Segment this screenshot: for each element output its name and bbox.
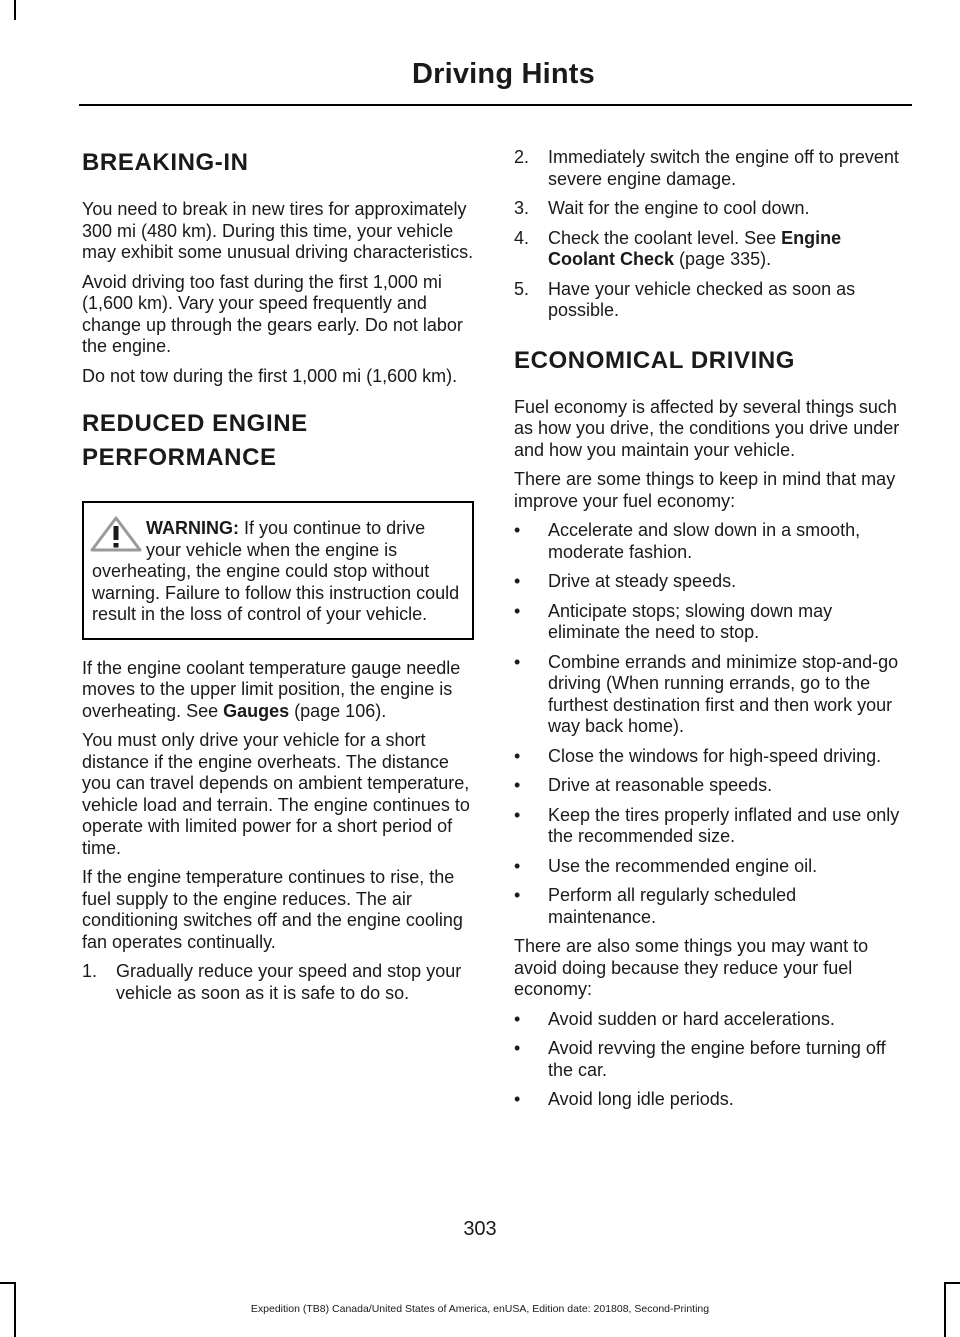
list-item bbox=[514, 1089, 909, 1111]
heading-line: REDUCED ENGINE bbox=[82, 410, 308, 437]
section-heading-economical-driving: ECONOMICAL DRIVING bbox=[514, 346, 796, 374]
list-item bbox=[514, 775, 909, 797]
tip-text: Use the recommended engine oil. bbox=[548, 855, 818, 876]
avoid-text: Avoid sudden or hard accelerations. bbox=[548, 1008, 835, 1029]
warning-box bbox=[82, 501, 474, 640]
list-item bbox=[514, 198, 909, 220]
list-item bbox=[514, 520, 909, 563]
bullet: • bbox=[514, 885, 521, 905]
step-text: Gradually reduce your speed and stop your vehicle as soon as it is safe to do so. bbox=[116, 961, 462, 1003]
list-item bbox=[82, 961, 474, 1004]
paragraph: There are also some things you may want to avoid doing because they reduce your fuel economy: bbox=[514, 936, 869, 999]
step-number: 5. bbox=[514, 278, 530, 299]
tip-text: Keep the tires properly inflated and use only the recommended size. bbox=[548, 804, 900, 846]
text: If the engine coolant temperature gauge needle moves to the upper limit position, the engine is overheating. See bbox=[82, 657, 461, 721]
bullet: • bbox=[514, 571, 521, 591]
crop-mark-bottom-left-h bbox=[0, 1282, 16, 1284]
bullet: • bbox=[514, 600, 521, 621]
tip-text: Close the windows for high-speed driving. bbox=[548, 745, 882, 766]
list-item bbox=[514, 746, 909, 768]
step-text: Immediately switch the engine off to prevent severe engine damage. bbox=[548, 147, 899, 189]
bullet: • bbox=[514, 775, 521, 795]
bullet: • bbox=[514, 745, 521, 766]
left-column bbox=[82, 128, 474, 1012]
gauges-link[interactable]: Gauges bbox=[223, 700, 290, 721]
step-number: 1. bbox=[82, 961, 98, 981]
list-item bbox=[514, 571, 909, 593]
section-heading-reduced-engine bbox=[82, 407, 474, 475]
list-item bbox=[514, 601, 909, 644]
steps-list bbox=[82, 961, 474, 1004]
step-number: 3. bbox=[514, 198, 530, 218]
crop-mark-top-left bbox=[14, 0, 16, 20]
warning-triangle-icon bbox=[90, 516, 142, 552]
paragraph: There are some things to keep in mind that may improve your fuel economy: bbox=[514, 469, 896, 511]
header-divider bbox=[79, 104, 912, 106]
step-text: Have your vehicle checked as soon as possible. bbox=[548, 278, 856, 320]
tip-text: Drive at reasonable speeds. bbox=[548, 775, 773, 795]
step-number: 4. bbox=[514, 227, 530, 248]
tip-text: Accelerate and slow down in a smooth, moderate fashion. bbox=[548, 520, 861, 562]
bullet: • bbox=[514, 1038, 521, 1058]
list-item bbox=[514, 228, 909, 271]
paragraph: Avoid driving too fast during the first 1,000 mi (1,600 km). Vary your speed frequently and change up through the gears early. Do not labor the engine. bbox=[82, 271, 463, 356]
section-heading-breaking-in: BREAKING-IN bbox=[82, 149, 249, 176]
tip-text: Perform all regularly scheduled maintenance. bbox=[548, 885, 797, 927]
right-column bbox=[514, 147, 909, 1119]
list-item bbox=[514, 885, 909, 928]
paragraph: Do not tow during the first 1,000 mi (1,600 km). bbox=[82, 365, 458, 386]
bullet: • bbox=[514, 520, 521, 540]
step-text: Wait for the engine to cool down. bbox=[548, 198, 810, 218]
edition-footer: Expedition (TB8) Canada/United States of America, enUSA, Edition date: 201808, Second-Printing bbox=[250, 1303, 710, 1315]
step-number: 2. bbox=[514, 147, 530, 167]
crop-mark-bottom-right-h bbox=[944, 1282, 960, 1284]
tip-text: Combine errands and minimize stop-and-go driving (When running errands, go to the furthest destination first and then work your way back home). bbox=[548, 651, 899, 736]
warning-text bbox=[92, 518, 464, 626]
heading-line: PERFORMANCE bbox=[82, 444, 277, 471]
paragraph: Fuel economy is affected by several things such as how you drive, the conditions you drive under and how you maintain your vehicle. bbox=[514, 396, 900, 460]
avoid-text: Avoid long idle periods. bbox=[548, 1089, 734, 1109]
page-number: 303 bbox=[463, 1218, 497, 1240]
list-item bbox=[514, 147, 909, 190]
page-title: Driving Hints bbox=[411, 58, 595, 90]
step-text: Check the coolant level. See bbox=[548, 227, 782, 248]
steps-list bbox=[514, 147, 909, 322]
paragraph: You must only drive your vehicle for a short distance if the engine overheats. The distance you can travel depends on ambient temperature, vehicle load and terrain. The engine continues to operate with limited power for a short period of time. bbox=[82, 730, 470, 858]
list-item bbox=[514, 856, 909, 878]
list-item bbox=[514, 279, 909, 322]
paragraph: You need to break in new tires for approximately 300 mi (480 km). During this time, your vehicle may exhibit some unusual driving characteristics. bbox=[82, 199, 474, 262]
list-item bbox=[514, 652, 909, 738]
tip-text: Anticipate stops; slowing down may eliminate the need to stop. bbox=[548, 600, 833, 642]
list-item bbox=[514, 805, 909, 848]
paragraph: If the engine temperature continues to rise, the fuel supply to the engine reduces. The air conditioning switches off and the engine cooling fan operates continually. bbox=[82, 867, 463, 952]
tip-text: Drive at steady speeds. bbox=[548, 571, 737, 591]
bullet: • bbox=[514, 651, 521, 672]
page-ref: (page 106). bbox=[289, 700, 387, 721]
tips-list bbox=[514, 520, 909, 928]
bullet: • bbox=[514, 1089, 521, 1109]
bullet: • bbox=[514, 1008, 521, 1029]
list-item bbox=[514, 1038, 909, 1081]
bullet: • bbox=[514, 804, 521, 825]
engine-coolant-check-link[interactable]: Engine Coolant Check bbox=[548, 227, 842, 269]
page-ref: (page 335). bbox=[674, 249, 772, 269]
avoid-list bbox=[514, 1009, 909, 1111]
bullet: • bbox=[514, 855, 521, 876]
avoid-text: Avoid revving the engine before turning off the car. bbox=[548, 1038, 886, 1080]
warning-label: WARNING: bbox=[146, 518, 239, 538]
paragraph bbox=[82, 658, 474, 723]
list-item bbox=[514, 1009, 909, 1031]
warning-body: If you continue to drive your vehicle when the engine is overheating, the engine could stop without warning. Failure to follow this instruction could result in the loss of control of your vehicle. bbox=[92, 518, 460, 624]
